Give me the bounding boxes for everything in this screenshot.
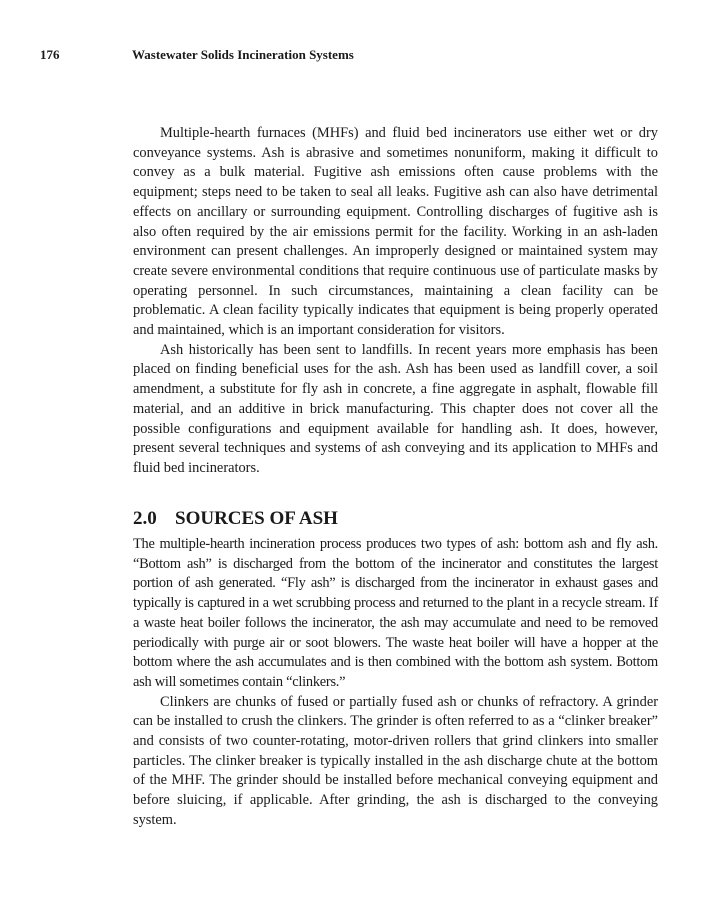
section-paragraph-2: Clinkers are chunks of fused or partially fused ash or chunks of refractory. A grinder can be installed to crush the clinkers. The grinder is often referred to as a “clinker breaker” and consists of two counter-rotating, motor-driven rollers that grind clinkers into smaller particles. The clinker breaker is typically installed in the ash discharge chute at the bottom of the MHF. The grinder should be installed before mechanical conveying equipment and before sluicing, if applicable. After grinding, the ash is discharged to the conveying system. [133,693,658,828]
section-title: SOURCES OF ASH [175,508,338,529]
running-head [40,47,354,63]
section-paragraph-1: The multiple-hearth incineration process produces two types of ash: bottom ash and fly ash. “Bottom ash” is discharged from the bottom of the incinerator and constitutes the largest portion of ash generated. “Fly ash” is discharged from the incinerator in exhaust gases and typically is captured in a wet scrubbing process and returned to the plant in a recycle stream. If a waste heat boiler follows the incinerator, the ash may accumulate and need to be removed periodically with purge air or soot blowers. The waste heat boiler will have a hopper at the bottom where the ash accumulates and is then combined with the bottom ash system. Bottom ash will sometimes contain “clinkers.” [133,536,658,690]
intro-paragraph-1: Multiple-hearth furnaces (MHFs) and fluid bed incinerators use either wet or dry conveyance systems. Ash is abrasive and sometimes nonuniform, making it difficult to convey as a bulk material. Fugitive ash emissions often cause problems with the equipment; steps need to be taken to seal all leaks. Fugitive ash can also have detrimental effects on ancillary or surrounding equipment. Controlling discharges of fugitive ash is also often required by the air emissions permit for the facility. Working in an ash-laden environment can present challenges. An improperly designed or maintained system may create severe environmental conditions that require continuous use of particulate masks by operating personnel. In such circumstances, maintaining a clean facility can be problematic. A clean facility typically indicates that equipment is being properly operated and maintained, which is an important consideration for visitors. [133,125,658,339]
section-number: 2.0 [133,508,157,529]
page-number: 176 [40,47,60,62]
section-text-block [133,535,658,831]
section-heading [133,508,338,530]
running-title: Wastewater Solids Incineration Systems [132,47,354,62]
intro-text-block [133,124,658,479]
intro-paragraph-2: Ash historically has been sent to landfills. In recent years more emphasis has been placed on finding beneficial uses for the ash. Ash has been used as landfill cover, a soil amendment, a substitute for fly ash in concrete, a fine aggregate in asphalt, flowable fill material, and an additive in brick manufacturing. This chapter does not cover all the possible configurations and equipment available for handling ash. It does, however, present several techniques and systems of ash conveying and its application to MHFs and fluid bed incinerators. [133,341,658,476]
